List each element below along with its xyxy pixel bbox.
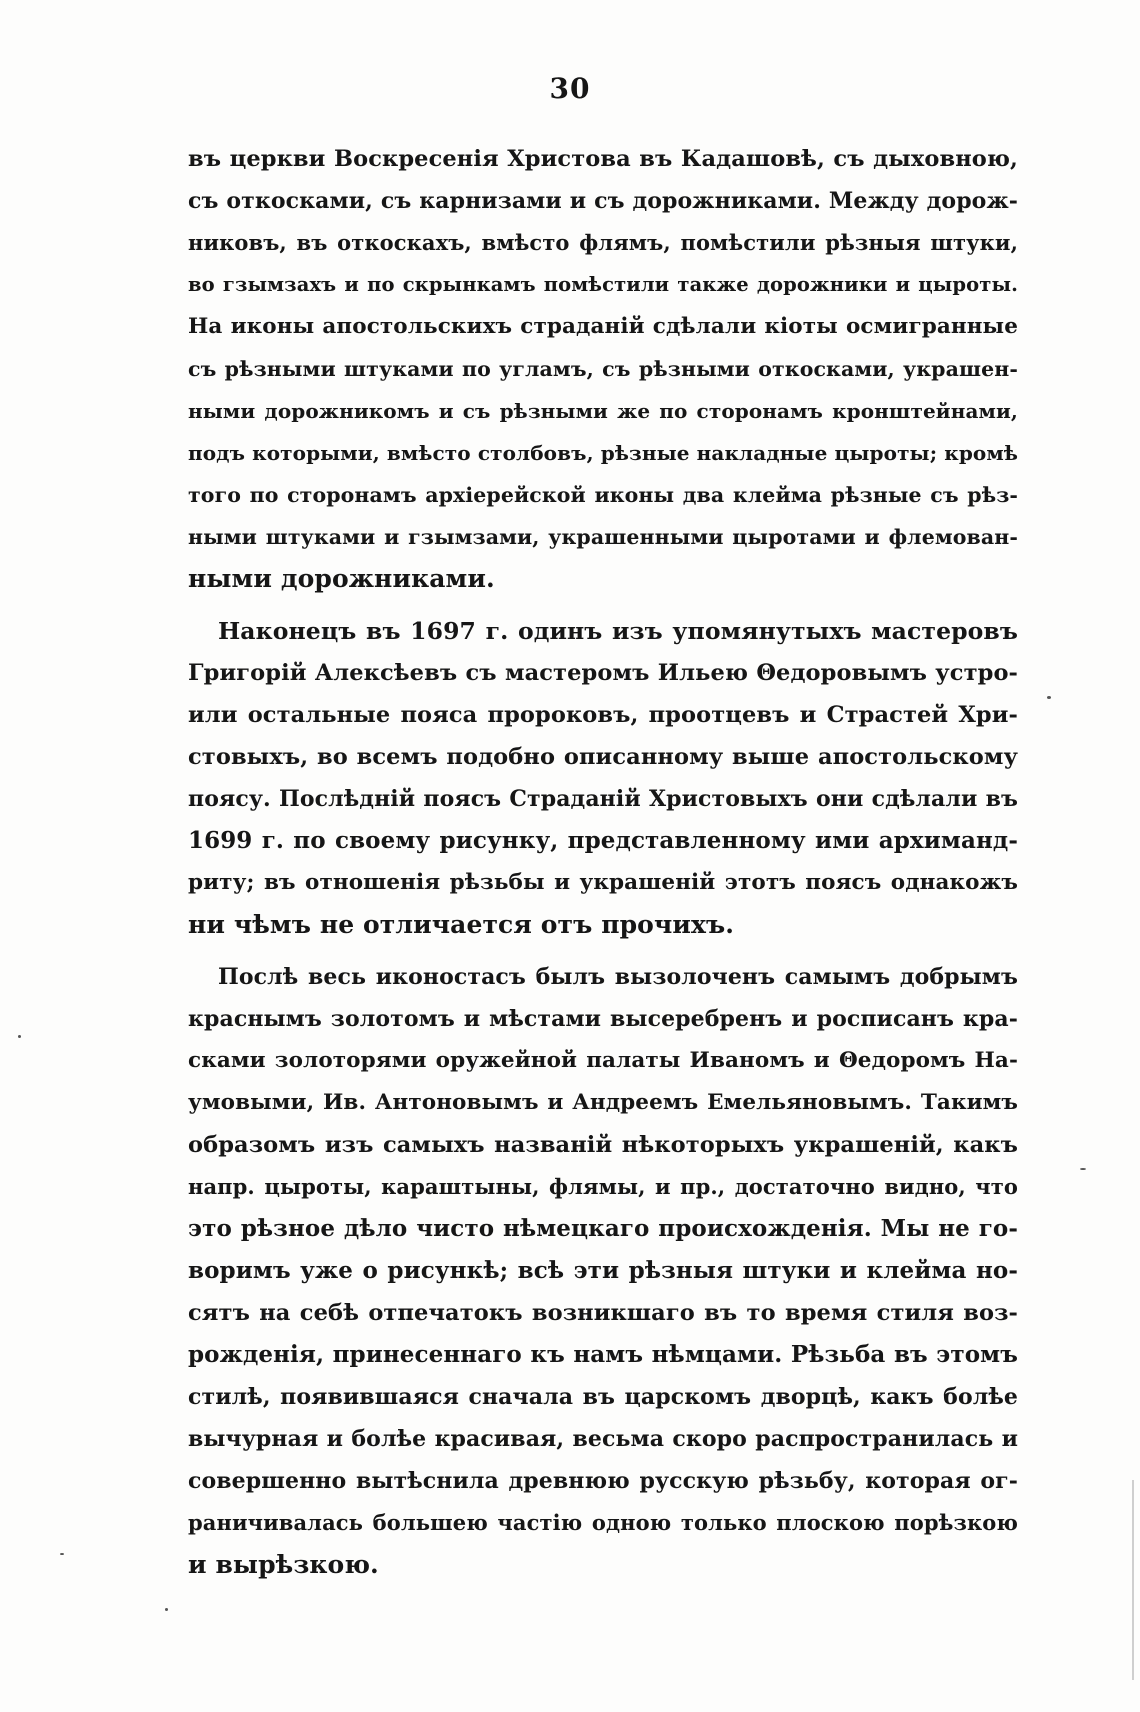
scan-speck [165, 1608, 168, 1611]
body-text [188, 138, 1018, 1586]
text-line: это рѣзное дѣло чисто нѣмецкаго происхожденія. Мы не го- [188, 1215, 1018, 1242]
text-line: стилѣ, появившаяся сначала въ царскомъ дворцѣ, какъ болѣе [188, 1384, 1018, 1410]
text-line: или остальные пояса пророковъ, проотцевъ и Страстей Хри- [188, 702, 1018, 728]
paragraph [188, 956, 1018, 1586]
scan-speck [60, 1553, 64, 1555]
text-line: въ церкви Воскресенія Христова въ Кадашовѣ, съ дыховною, [188, 146, 1018, 172]
text-line: ни чѣмъ не отличается отъ прочихъ. [188, 910, 735, 939]
text-line: совершенно вытѣснила древнюю русскую рѣзьбу, которая ог- [188, 1468, 1018, 1494]
text-line: и вырѣзкою. [188, 1550, 379, 1579]
paragraph [188, 138, 1018, 600]
text-line: сятъ на себѣ отпечатокъ возникшаго въ то время стиля воз- [188, 1300, 1018, 1326]
page-edge-shadow [1132, 1480, 1134, 1680]
text-line: Послѣ весь иконостасъ былъ вызолоченъ самымъ добрымъ [218, 964, 1018, 990]
text-line: напр. цыроты, караштыны, флямы, и пр., достаточно видно, что [188, 1174, 1018, 1199]
text-line: ными штуками и гзымзами, украшенными цыротами и флемован- [188, 525, 1018, 549]
text-line: никовъ, въ откоскахъ, вмѣсто флямъ, помѣстили рѣзныя штуки, [188, 230, 1018, 255]
text-line: ными дорожникомъ и съ рѣзными же по сторонамъ кронштейнами, [188, 399, 1018, 423]
text-line: раничивалась большею частію одною только плоскою порѣзкою [188, 1510, 1018, 1535]
text-line: того по сторонамъ архіерейской иконы два клейма рѣзные съ рѣз- [188, 483, 1018, 507]
text-line: стовыхъ, во всемъ подобно описанному выше апостольскому [188, 744, 1018, 770]
text-line: 1699 г. по своему рисунку, представленному ими архиманд- [188, 827, 1018, 854]
text-line: Григорій Алексѣевъ съ мастеромъ Ильею Θедоровымъ устро- [188, 660, 1018, 686]
text-line: На иконы апостольскихъ страданій сдѣлали кіоты осмигранные [188, 314, 1018, 339]
scan-speck [1080, 1168, 1086, 1170]
scan-speck [1047, 696, 1051, 699]
text-line: сками золоторями оружейной палаты Иваномъ и Θедоромъ На- [188, 1048, 1018, 1073]
text-line: краснымъ золотомъ и мѣстами высеребренъ и росписанъ кра- [188, 1006, 1018, 1032]
text-line: умовыми, Ив. Антоновымъ и Андреемъ Емельяновымъ. Такимъ [188, 1090, 1018, 1115]
text-line: риту; въ отношенія рѣзьбы и украшеній этотъ поясъ однакожъ [188, 870, 1018, 895]
paragraph [188, 610, 1018, 946]
text-line: съ откосками, съ карнизами и съ дорожниками. Между дорож- [188, 188, 1018, 214]
text-line: образомъ изъ самыхъ названій нѣкоторыхъ украшеній, какъ [188, 1132, 1018, 1158]
text-line: рожденія, принесеннаго къ намъ нѣмцами. Рѣзьба въ этомъ [188, 1341, 1018, 1368]
text-line: Наконецъ въ 1697 г. одинъ изъ упомянутыхъ мастеровъ [218, 617, 1018, 645]
text-line: съ рѣзными штуками по угламъ, съ рѣзными откосками, украшен- [188, 357, 1018, 381]
text-line: поясу. Послѣдній поясъ Страданій Христовыхъ они сдѣлали въ [188, 786, 1018, 812]
scan-speck [18, 1035, 21, 1038]
text-line: во гзымзахъ и по скрынкамъ помѣстили также дорожники и цыроты. [188, 273, 1018, 296]
text-line: воримъ уже о рисункѣ; всѣ эти рѣзныя штуки и клейма но- [188, 1257, 1018, 1284]
text-line: вычурная и болѣе красивая, весьма скоро распространилась и [188, 1426, 1018, 1452]
text-line: ными дорожниками. [188, 564, 495, 593]
text-line: подъ которыми, вмѣсто столбовъ, рѣзные накладные цыроты; кромѣ [188, 441, 1018, 465]
page-number: 30 [549, 72, 591, 105]
